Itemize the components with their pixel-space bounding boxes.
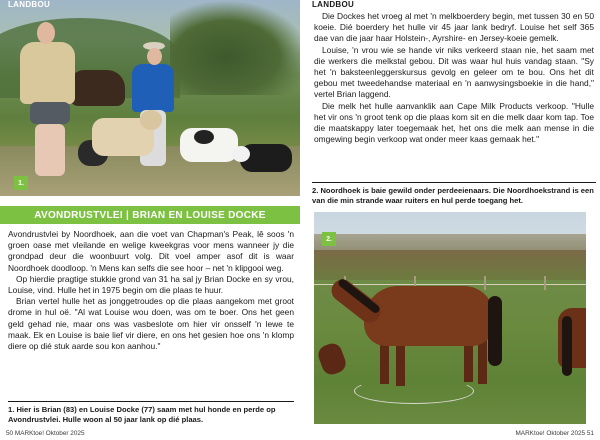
paragraph: Brian vertel hulle het as jonggetroudes op die plaas aangekom met groot drome in hul oë. "Al wat Louise wou doen, was om te boer. Ons het geen geld gehad nie, maar ons was vasbeslote om hier vir onsself 'n lewe te maak. Ek en Louise is baie lief vir diere, en ons het gesien hoe ons 'n klomp diere op dié stuk aarde sou kon aanhou." [8,296,294,352]
louise-figure [132,64,174,112]
caption-divider [8,401,294,402]
brian-figure [20,42,75,104]
paragraph: Op hierdie pragtige stukkie grond van 31 ha sal jy Brian Docke en sy vrou, Louise, vind. Hulle het in 1975 begin om die plaas te huur. [8,273,294,296]
second-horse-tail [562,316,572,376]
fence-post [484,276,486,290]
section-tag: LANDBOU [312,0,355,9]
horse-tail [488,296,502,366]
brian-legs [35,124,65,176]
horse-head [316,341,349,377]
photo-number-badge: 1. [14,176,28,190]
caption-divider [312,182,596,183]
right-body-text [314,11,594,145]
article-heading: AVONDRUSTVLEI | BRIAN EN LOUISE DOCKE [34,209,266,221]
photo-grazing-horse [314,212,586,424]
photo-owners-with-dogs [0,0,300,196]
brian-shorts [30,102,70,124]
left-body-text [8,229,294,352]
page-footer: 50 MARKtoe! Oktober 2025 [6,430,85,437]
page-footer: MARKtoe! Oktober 2025 51 [515,430,594,437]
dog-collie-head [232,146,250,162]
article-heading-bar [0,206,300,224]
section-tag: LANDBOU [8,0,51,9]
photo-number-badge: 2. [322,232,336,246]
brian-head [37,22,55,44]
louise-head [147,48,162,65]
photo-trees [170,0,300,95]
fence-post [544,276,546,290]
horse-body [364,286,494,346]
photo-caption: 2. Noordhoek is baie gewild onder perdeeienaars. Die Noordhoekstrand is een van die min strande waar ruiters en hul perde toegang het. [312,186,594,205]
right-page [300,0,600,440]
dog-cream-head [140,110,162,130]
paragraph: Louise, 'n vrou wie se hande vir niks verkeerd staan nie, het saam met die werkers die melkstal gebou. Dit was waar hul huis vandag staan. "Sy het 'n baksteenleggerskursus gevolg en geleer om te bou. Ons het dit gebou met tweedehandse materiaal en 'n aanwysingsboekie in die hand," vertel Brian laggend. [314,44,594,100]
dog-spot [194,130,214,144]
photo-caption: 1. Hier is Brian (83) en Louise Docke (77) saam met hul honde en perde op Avondrustvlei. Hulle woon al 50 jaar lank op dié plaas. [8,405,276,424]
photo-background-horse [70,70,125,106]
paragraph: Avondrustvlei by Noordhoek, aan die voet van Chapman's Peak, lê soos 'n groen oase met vleilande en welige kweekgras voor mens wanneer jy die grondpad deur die woonbuurt volg. Dit voel amper asof dit is waar Noordhoek doodloop. 'n Mens kan selfs die see hoor – net 'n klipgooi weg. [8,229,294,273]
horse-rope [354,378,474,404]
paragraph: Die melk het hulle aanvanklik aan Cape Milk Products verkoop. "Hulle het vir ons 'n groot tenk op die plaas kom sit en die melk daar kom tap. Toe die maatskappy later toegemaak het, het ons die melk aan mense in die omgewing begin verkoop wat onder meer kaas gemaak het." [314,100,594,145]
paragraph: Die Dockes het vroeg al met 'n melkboerdery begin, met tussen 30 en 50 koeie. Dié boerdery het hulle vir 45 jaar lank bedryf. Louise het self 365 dae van die jaar haar Holstein-, Ayrshire- en Jersey-koeie gemelk. [314,11,594,44]
